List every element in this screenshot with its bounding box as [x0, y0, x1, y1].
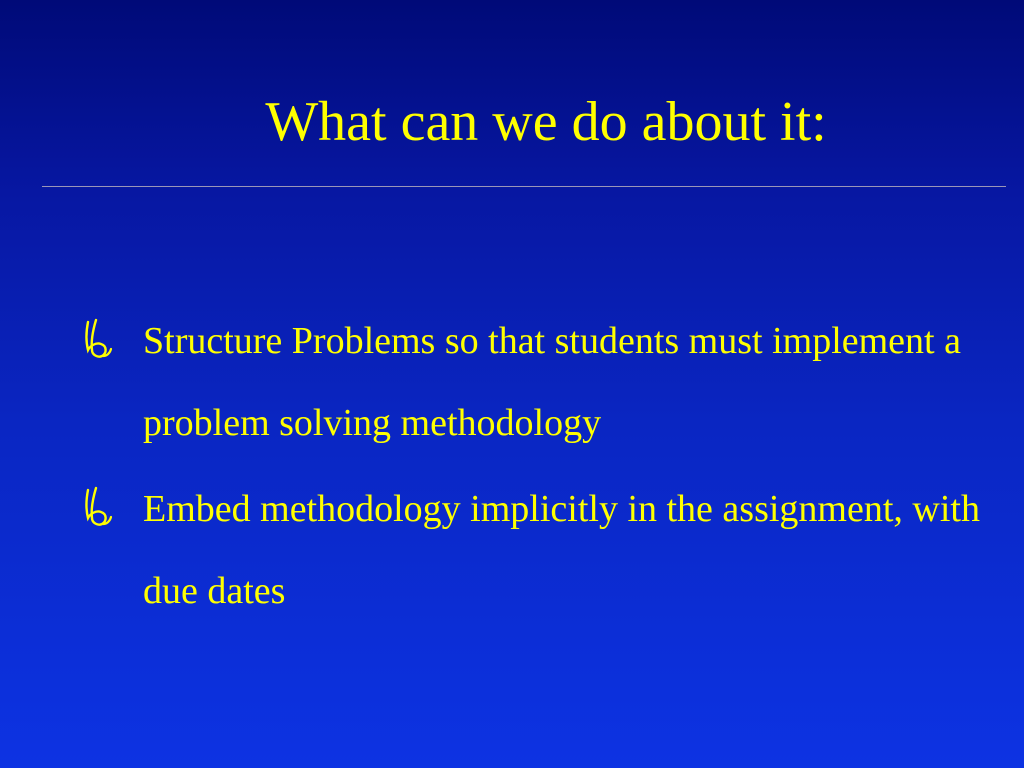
slide-title: What can we do about it: — [265, 91, 827, 153]
fleuron-bullet-icon — [76, 300, 116, 380]
bullet-text: Embed methodology implicitly in the assignment, with due dates — [143, 488, 980, 612]
title-divider — [42, 186, 1006, 187]
bullet-item — [0, 300, 1024, 464]
bullet-text: Structure Problems so that students must implement a problem solving methodology — [143, 320, 961, 444]
fleuron-bullet-icon — [76, 468, 116, 548]
bullet-item — [0, 468, 1024, 632]
bullet-list — [0, 300, 1024, 636]
